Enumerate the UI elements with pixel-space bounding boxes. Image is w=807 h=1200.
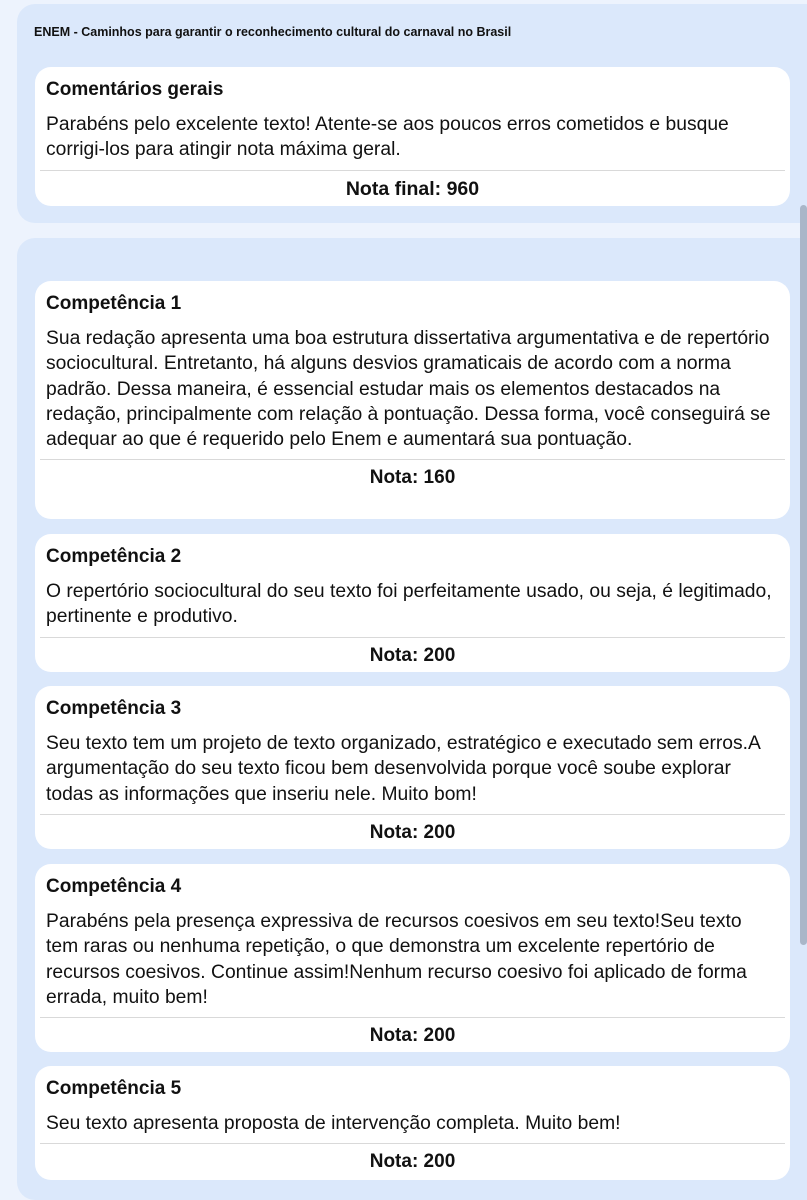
card-divider [40,170,785,171]
card-divider [40,814,785,815]
competency-heading: Competência 1 [46,293,182,314]
competency-card-5 [35,1066,790,1180]
competency-feedback: O repertório sociocultural do seu texto foi perfeitamente usado, ou seja, é legitimado, pertinente e produtivo. [46,581,772,628]
competency-feedback: Sua redação apresenta uma boa estrutura dissertativa argumentativa e de repertório sociocultural. Entretanto, há alguns desvios gramaticais de acordo com a norma padrão. Dessa maneira, é essencial estudar mais os elementos destacados na redação, principalmente com relação à pontuação. Dessa forma, você conseguirá se adequar ao que é requerido pelo Enem e aumentará sua pontuação. [46,328,771,451]
competency-feedback: Seu texto apresenta proposta de intervenção completa. Muito bem! [46,1113,621,1134]
card-divider [40,637,785,638]
competency-score: Nota: 200 [369,644,456,666]
essay-title: ENEM - Caminhos para garantir o reconhecimento cultural do carnaval no Brasil [34,25,512,39]
general-comments-heading: Comentários gerais [46,79,224,100]
competency-card-1 [35,281,790,519]
scrollbar-thumb[interactable] [800,205,807,945]
general-comments-text: Parabéns pelo excelente texto! Atente-se aos poucos erros cometidos e busque corrigi-los para atingir nota máxima geral. [46,114,729,161]
final-score: Nota final: 960 [345,177,480,200]
competency-score: Nota: 160 [369,467,456,489]
card-divider [40,459,785,460]
competency-score: Nota: 200 [369,1151,456,1173]
competency-score: Nota: 200 [369,821,456,843]
general-comments-card [35,67,790,206]
competency-score: Nota: 200 [369,1025,456,1047]
card-divider [40,1143,785,1144]
card-divider [40,1017,785,1018]
competency-heading: Competência 4 [46,876,182,897]
competency-heading: Competência 2 [46,546,182,567]
competency-card-4 [35,864,790,1052]
competency-card-2 [35,534,790,672]
competency-card-3 [35,686,790,849]
competency-heading: Competência 5 [46,1078,182,1099]
competency-feedback: Parabéns pela presença expressiva de recursos coesivos em seu texto!Seu texto tem raras ou nenhuma repetição, o que demonstra um excelente repertório de recursos coesivos. Continue assim!Nenhum recurso coesivo foi aplicado de forma errada, muito bem! [46,911,747,1008]
competency-heading: Competência 3 [46,698,182,719]
competency-feedback: Seu texto tem um projeto de texto organizado, estratégico e executado sem erros.A argumentação do seu texto ficou bem desenvolvida porque você soube explorar todas as informações que inseriu nele. Muito bom! [46,733,760,805]
